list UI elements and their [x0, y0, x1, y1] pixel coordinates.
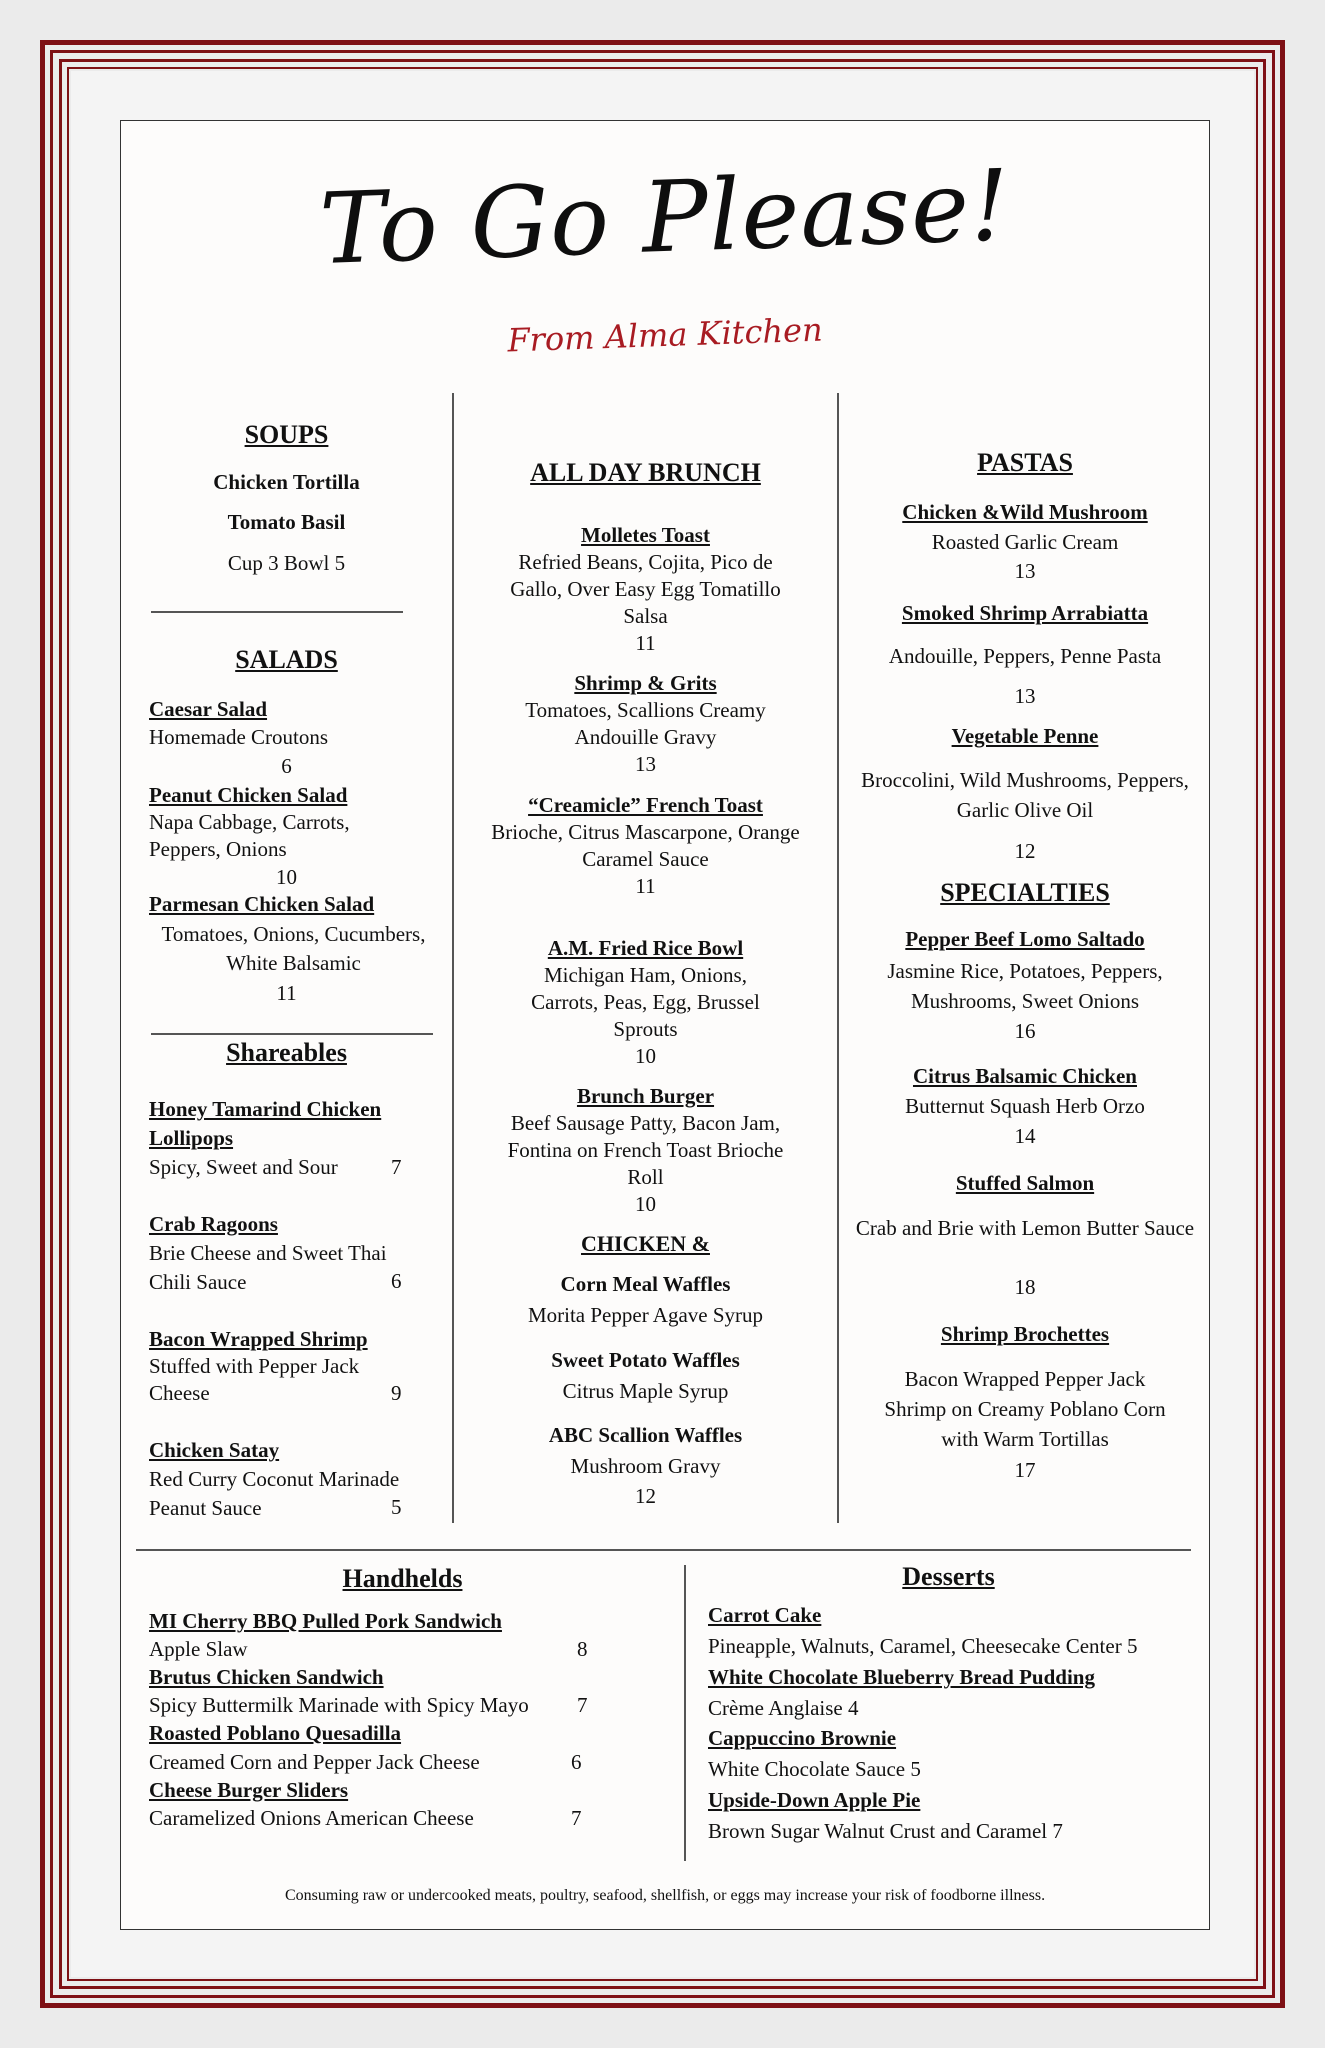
specialties-heading: SPECIALTIES: [940, 878, 1110, 907]
salad-desc: Napa Cabbage, Carrots, Peppers, Onions: [149, 810, 350, 861]
soups-heading: SOUPS: [244, 420, 329, 449]
shareables-heading: Shareables: [226, 1038, 347, 1067]
brunch-item-desc: Tomatoes, Scallions Creamy Andouille Gravy: [525, 698, 766, 749]
dessert-price: 7: [1052, 1819, 1063, 1843]
waffle-desc: Citrus Maple Syrup: [562, 1379, 729, 1403]
shareable-price: 6: [391, 1269, 402, 1293]
brunch-item-name: “Creamicle” French Toast: [528, 793, 763, 817]
dessert-name: Cappuccino Brownie: [708, 1726, 897, 1750]
handheld-desc: Creamed Corn and Pepper Jack Cheese: [149, 1750, 480, 1774]
brunch-item-price: 11: [635, 631, 656, 655]
dessert-price: 4: [847, 1696, 859, 1720]
specialty-desc: Jasmine Rice, Potatoes, Peppers, Mushrooms, Sweet Onions: [887, 959, 1163, 1013]
waffle-desc: Morita Pepper Agave Syrup: [527, 1303, 764, 1327]
shareable-desc: Stuffed with Pepper Jack Cheese: [149, 1354, 360, 1405]
handhelds-section: [121, 1551, 684, 1871]
desserts-section: [686, 1551, 1211, 1871]
menu-title: To Go Please!: [317, 148, 1013, 288]
dessert-name: White Chocolate Blueberry Bread Pudding: [708, 1665, 1095, 1689]
dessert-line: [708, 1818, 1063, 1845]
pastas-heading: PASTAS: [977, 448, 1073, 477]
waffle-name: Sweet Potato Waffles: [551, 1348, 740, 1372]
salad-desc: Homemade Croutons: [149, 725, 329, 749]
shareable-desc: Red Curry Coconut Marinade Peanut Sauce: [149, 1467, 400, 1520]
specialty-price: 18: [1014, 1275, 1036, 1299]
salad-price: 11: [276, 981, 297, 1005]
dessert-desc: White Chocolate Sauce: [708, 1757, 906, 1781]
salads-heading: SALADS: [235, 645, 338, 674]
specialty-name: Stuffed Salmon: [955, 1171, 1095, 1195]
brunch-heading: ALL DAY BRUNCH: [530, 458, 761, 487]
salad-desc: Tomatoes, Onions, Cucumbers, White Balsamic: [161, 922, 426, 975]
dessert-line: [708, 1756, 921, 1783]
shareable-desc: Spicy, Sweet and Sour: [149, 1155, 338, 1179]
specialty-name: Citrus Balsamic Chicken: [912, 1064, 1137, 1088]
brunch-item-desc: Beef Sausage Patty, Bacon Jam, Fontina on French Toast Brioche Roll: [507, 1111, 784, 1189]
handhelds-heading: Handhelds: [342, 1564, 463, 1593]
brunch-item-name: A.M. Fried Rice Bowl: [547, 936, 744, 960]
handheld-desc: Spicy Buttermilk Marinade with Spicy Mayo: [149, 1693, 529, 1717]
dessert-line: [708, 1695, 858, 1722]
menu-subtitle: From Alma Kitchen: [506, 310, 824, 360]
dessert-price: 5: [910, 1757, 921, 1781]
handheld-name: Brutus Chicken Sandwich: [149, 1665, 384, 1689]
specialty-name: Pepper Beef Lomo Saltado: [905, 927, 1145, 951]
waffle-desc: Mushroom Gravy: [570, 1454, 721, 1478]
shareable-name: Crab Ragoons: [149, 1212, 278, 1236]
specialty-desc: Butternut Squash Herb Orzo: [905, 1094, 1145, 1118]
brunch-item-name: Brunch Burger: [576, 1084, 715, 1108]
shareable-name: Chicken Satay: [149, 1438, 280, 1462]
pasta-name: Chicken &Wild Mushroom: [902, 500, 1148, 524]
soup-item: Chicken Tortilla: [213, 470, 360, 494]
brunch-item-desc: Brioche, Citrus Mascarpone, Orange Caramel Sauce: [491, 820, 800, 871]
salad-price: 10: [276, 865, 297, 889]
specialty-price: 17: [1014, 1458, 1036, 1482]
waffle-name: Corn Meal Waffles: [560, 1272, 731, 1296]
shareable-name: Bacon Wrapped Shrimp: [149, 1327, 368, 1351]
dessert-name: Upside-Down Apple Pie: [708, 1788, 921, 1812]
dessert-price: 5: [1126, 1634, 1138, 1658]
handheld-price: 6: [571, 1750, 582, 1774]
pasta-desc: Broccolini, Wild Mushrooms, Peppers, Garlic Olive Oil: [861, 768, 1189, 822]
salad-price: 6: [281, 754, 292, 778]
soup-item: Tomato Basil: [227, 510, 346, 534]
pasta-price: 13: [1014, 684, 1036, 708]
waffles-heading: CHICKEN &: [581, 1231, 710, 1256]
pasta-name: Vegetable Penne: [951, 724, 1099, 748]
dessert-desc: Pineapple, Walnuts, Caramel, Cheesecake Center: [708, 1634, 1122, 1658]
food-safety-disclaimer: Consuming raw or undercooked meats, poultry, seafood, shellfish, or eggs may increase your risk of foodborne illness.: [284, 1887, 1046, 1904]
brunch-item-name: Shrimp & Grits: [574, 671, 717, 695]
shareable-price: 5: [391, 1495, 402, 1519]
pasta-price: 12: [1014, 839, 1036, 863]
brunch-item-name: Molletes Toast: [581, 523, 710, 547]
specialty-desc: Crab and Brie with Lemon Butter Sauce: [855, 1216, 1195, 1240]
handheld-desc: Caramelized Onions American Cheese: [149, 1806, 474, 1830]
pasta-desc: Andouille, Peppers, Penne Pasta: [888, 644, 1162, 668]
shareable-desc: Brie Cheese and Sweet Thai Chili Sauce: [149, 1241, 387, 1294]
handheld-price: 8: [577, 1637, 588, 1661]
dessert-line: [708, 1633, 1137, 1660]
shareable-name: Honey Tamarind Chicken Lollipops: [149, 1097, 382, 1150]
brunch-item-price: 10: [635, 1044, 656, 1068]
handheld-name: Cheese Burger Sliders: [149, 1778, 349, 1802]
waffle-name: ABC Scallion Waffles: [548, 1423, 743, 1447]
menu-card: [120, 120, 1210, 1930]
left-column: [121, 121, 452, 1541]
handheld-desc: Apple Slaw: [149, 1637, 248, 1661]
dessert-name: Carrot Cake: [708, 1603, 822, 1627]
brunch-item-desc: Refried Beans, Cojita, Pico de Gallo, Over Easy Egg Tomatillo Salsa: [510, 550, 781, 628]
salad-name: Caesar Salad: [149, 697, 268, 721]
handheld-name: Roasted Poblano Quesadilla: [149, 1721, 402, 1745]
middle-column: [454, 121, 837, 1541]
waffles-price: 12: [635, 1484, 656, 1508]
dessert-desc: Brown Sugar Walnut Crust and Caramel: [708, 1819, 1048, 1843]
brunch-item-price: 11: [635, 874, 656, 898]
handheld-name: MI Cherry BBQ Pulled Pork Sandwich: [149, 1609, 502, 1633]
pasta-price: 13: [1014, 559, 1036, 583]
dessert-desc: Crème Anglaise: [708, 1696, 843, 1720]
brunch-item-price: 10: [635, 1192, 656, 1216]
pasta-name: Smoked Shrimp Arrabiatta: [901, 601, 1149, 625]
brunch-item-desc: Michigan Ham, Onions, Carrots, Peas, Egg, Brussel Sprouts: [531, 963, 760, 1041]
soup-price: Cup 3 Bowl 5: [227, 551, 346, 575]
shareable-price: 9: [391, 1381, 402, 1405]
handheld-price: 7: [577, 1693, 588, 1717]
specialty-name: Shrimp Brochettes: [940, 1322, 1110, 1346]
right-column: [839, 121, 1211, 1541]
specialty-price: 14: [1014, 1124, 1036, 1148]
handheld-price: 7: [571, 1806, 582, 1830]
brunch-item-price: 13: [635, 752, 656, 776]
desserts-heading: Desserts: [902, 1562, 995, 1591]
salad-name: Parmesan Chicken Salad: [149, 892, 375, 916]
pasta-desc: Roasted Garlic Cream: [931, 530, 1119, 554]
salad-name: Peanut Chicken Salad: [149, 783, 348, 807]
specialty-desc: Bacon Wrapped Pepper Jack Shrimp on Creamy Poblano Corn with Warm Tortillas: [884, 1367, 1166, 1451]
shareable-price: 7: [391, 1155, 402, 1179]
specialty-price: 16: [1014, 1019, 1036, 1043]
